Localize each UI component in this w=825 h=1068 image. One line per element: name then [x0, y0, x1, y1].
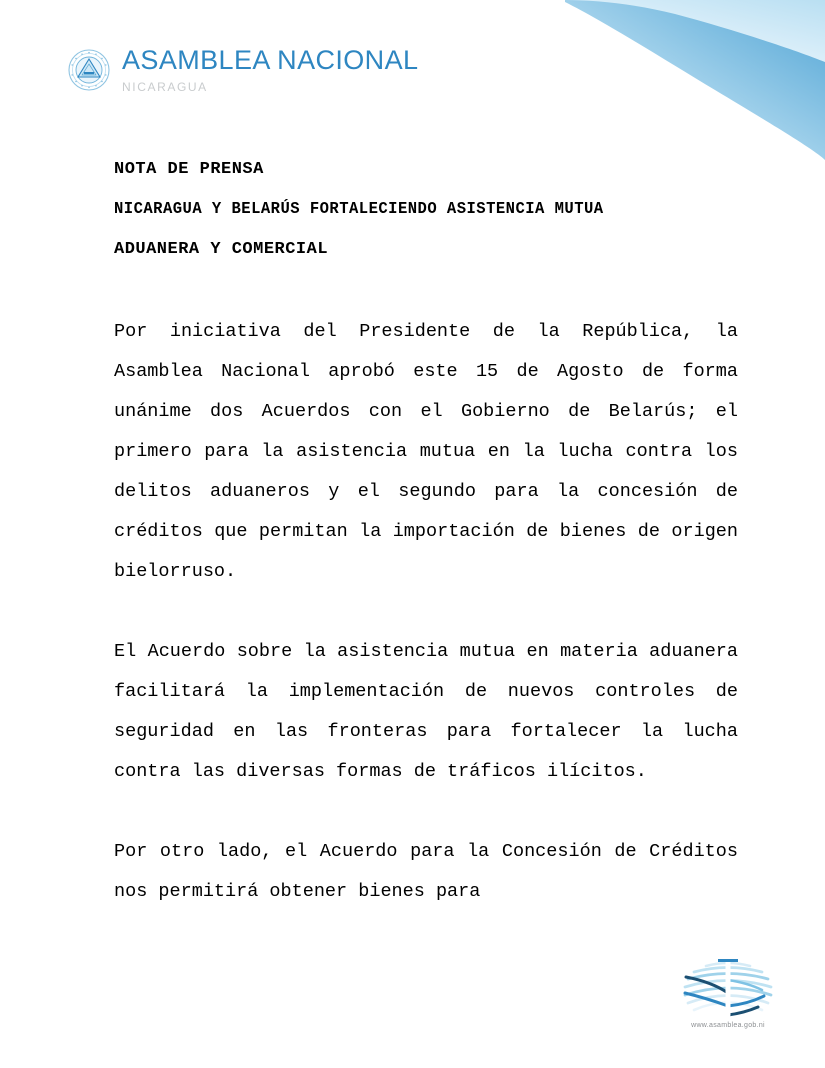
organization-subtitle: NICARAGUA [122, 80, 208, 95]
swoosh-band-inner [565, 0, 825, 62]
body-paragraph-2: El Acuerdo sobre la asistencia mutua en materia aduanera facilitará la implementación de nuevos controles de seguridad en las fronteras para fortalecer la lucha contra las diversas formas de tráficos ilícitos. [114, 641, 738, 782]
letterhead [68, 46, 418, 94]
footer-watermark [648, 958, 808, 1048]
heading-line-2: NICARAGUA Y BELARÚS FORTALECIENDO ASISTENCIA MUTUA [114, 200, 604, 219]
swoosh-band-outer [565, 0, 825, 160]
asamblea-arcs-watermark-icon [672, 958, 784, 1020]
document-body [114, 150, 738, 912]
footer-website-url: www.asamblea.gob.ni [691, 1022, 765, 1029]
body-paragraph-3: Por otro lado, el Acuerdo para la Concesión de Créditos nos permitirá obtener bienes para [114, 841, 738, 902]
heading-line-1: NOTA DE PRENSA [114, 160, 264, 179]
body-paragraph-1: Por iniciativa del Presidente de la República, la Asamblea Nacional aprobó este 15 de Agosto de forma unánime dos Acuerdos con el Gobierno de Belarús; el primero para la asistencia mutua en la lucha contra los delitos aduaneros y el segundo para la concesión de créditos que permitan la importación de bienes de origen bielorruso. [114, 321, 738, 582]
heading-line-3: ADUANERA Y COMERCIAL [114, 240, 329, 259]
corner-swoosh-decoration [565, 0, 825, 160]
organization-title: ASAMBLEA NACIONAL [122, 45, 419, 75]
letterhead-text [122, 46, 418, 94]
nicaragua-national-seal-icon [68, 49, 110, 91]
press-release-heading [114, 150, 738, 270]
